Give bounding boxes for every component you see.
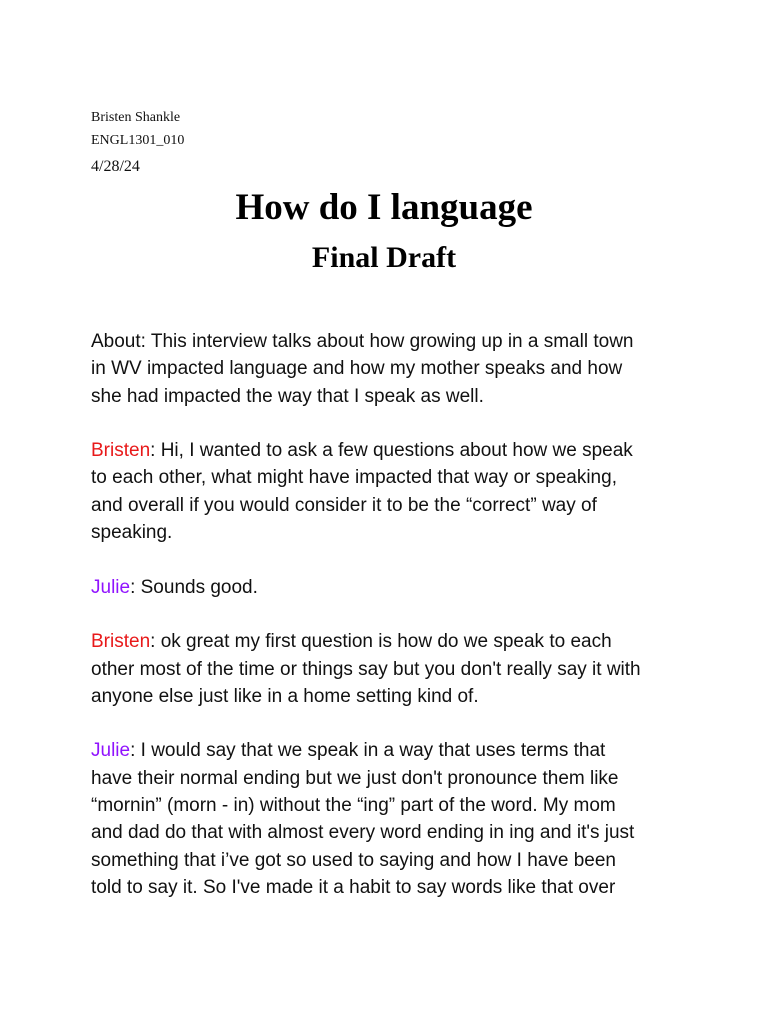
interview-turn bbox=[91, 737, 691, 901]
speaker-name: Bristen bbox=[91, 440, 151, 462]
turn-text: : ok great my first question is how do we speak to each bbox=[150, 631, 612, 653]
text-line: other most of the time or things say but you don't really say it with bbox=[91, 658, 641, 680]
course-code: ENGL1301_010 bbox=[91, 133, 185, 148]
text-line: speaking. bbox=[91, 522, 173, 544]
text-line bbox=[91, 574, 691, 601]
text-line: About: This interview talks about how growing up in a small town bbox=[91, 331, 634, 352]
text-line: something that i’ve got so used to saying and how I have been bbox=[91, 849, 616, 871]
author-name: Bristen Shankle bbox=[91, 110, 181, 125]
speaker-name: Julie bbox=[91, 740, 131, 762]
turn-text: : Hi, I wanted to ask a few questions about how we speak bbox=[150, 440, 633, 462]
document-date: 4/28/24 bbox=[91, 158, 140, 175]
text-line: and overall if you would consider it to be the “correct” way of bbox=[91, 494, 597, 516]
turn-text: : I would say that we speak in a way that uses terms that bbox=[130, 740, 606, 762]
text-line bbox=[91, 737, 691, 764]
speaker-name: Julie bbox=[91, 576, 131, 598]
document-subtitle: Final Draft bbox=[311, 241, 457, 274]
text-line: to each other, what might have impacted that way or speaking, bbox=[91, 467, 617, 489]
text-line: in WV impacted language and how my mother speaks and how bbox=[91, 358, 623, 380]
text-line: told to say it. So I've made it a habit to say words like that over bbox=[91, 876, 616, 898]
document-body bbox=[91, 328, 691, 929]
interview-turn bbox=[91, 628, 691, 710]
interview-turn bbox=[91, 437, 691, 546]
text-line: have their normal ending but we just don't pronounce them like bbox=[91, 767, 619, 789]
text-line: and dad do that with almost every word ending in ing and it's just bbox=[91, 822, 635, 844]
text-line bbox=[91, 437, 691, 464]
text-line: “mornin” (morn - in) without the “ing” part of the word. My mom bbox=[91, 795, 616, 817]
interview-turn bbox=[91, 574, 691, 601]
text-line: anyone else just like in a home setting kind of. bbox=[91, 685, 479, 707]
text-line bbox=[91, 628, 691, 655]
about-paragraph bbox=[91, 328, 691, 410]
turn-text: : Sounds good. bbox=[130, 576, 258, 598]
text-line: she had impacted the way that I speak as well. bbox=[91, 385, 484, 407]
document-title: How do I language bbox=[235, 187, 533, 228]
speaker-name: Bristen bbox=[91, 631, 151, 653]
